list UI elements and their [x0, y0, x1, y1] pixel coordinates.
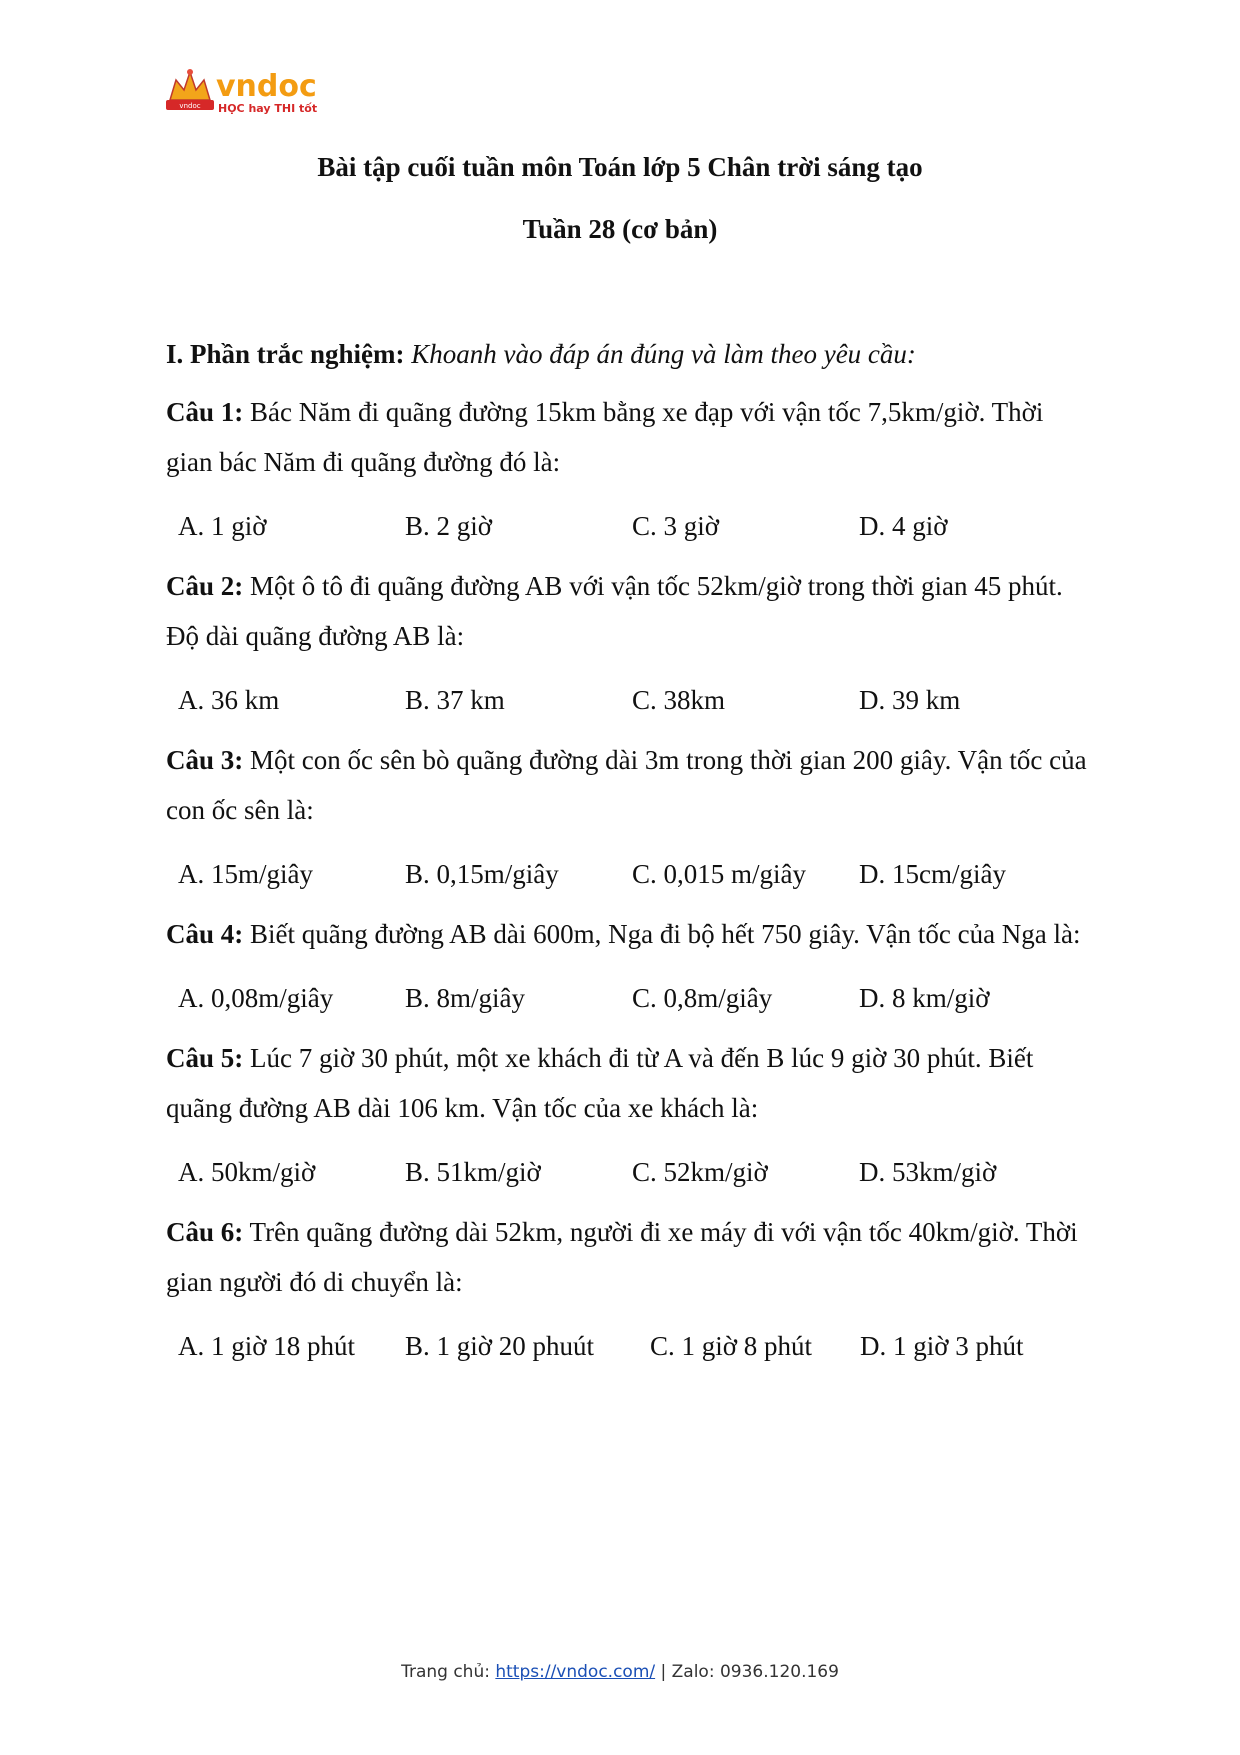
question-label: Câu 1: [166, 397, 244, 427]
option-b[interactable]: B. 1 giờ 20 phuút [405, 1331, 595, 1361]
option-a[interactable]: A. 36 km [178, 685, 280, 715]
section-instruction: Khoanh vào đáp án đúng và làm theo yêu cầu: [411, 339, 916, 369]
option-d[interactable]: D. 15cm/giây [859, 859, 1006, 889]
question-3 [166, 735, 1096, 891]
vndoc-logo-icon [164, 66, 324, 122]
option-d[interactable]: D. 53km/giờ [859, 1157, 997, 1187]
logo-tagline-text: HỌC hay THI tốt [218, 102, 318, 115]
question-label: Câu 2: [166, 571, 244, 601]
question-label: Câu 4: [166, 919, 244, 949]
question-1 [166, 387, 1096, 543]
logo-badge-text: vndoc [179, 102, 201, 110]
answer-options [166, 857, 1096, 891]
option-c[interactable]: C. 0,8m/giây [632, 983, 773, 1013]
question-text [166, 909, 1096, 959]
question-label: Câu 3: [166, 745, 244, 775]
option-c[interactable]: C. 52km/giờ [632, 1157, 768, 1187]
logo-brand-text: vndoc [216, 69, 317, 104]
answer-options [166, 981, 1096, 1015]
question-label: Câu 6: [166, 1217, 244, 1247]
question-2 [166, 561, 1096, 717]
page-subtitle: Tuần 28 (cơ bản) [522, 214, 718, 244]
question-text [166, 1033, 1096, 1133]
answer-options [166, 1155, 1096, 1189]
question-5 [166, 1033, 1096, 1189]
option-a[interactable]: A. 50km/giờ [178, 1157, 316, 1187]
option-b[interactable]: B. 51km/giờ [405, 1157, 541, 1187]
question-body: Biết quãng đường AB dài 600m, Nga đi bộ hết 750 giây. Vận tốc của Nga là: [250, 919, 1081, 949]
option-d[interactable]: D. 1 giờ 3 phút [860, 1331, 1024, 1361]
question-text [166, 387, 1096, 487]
homepage-link[interactable]: https://vndoc.com/ [495, 1662, 656, 1682]
page-title: Bài tập cuối tuần môn Toán lớp 5 Chân trời sáng tạo [317, 152, 923, 182]
option-b[interactable]: B. 37 km [405, 685, 505, 715]
option-b[interactable]: B. 0,15m/giây [405, 859, 559, 889]
option-a[interactable]: A. 15m/giây [178, 859, 313, 889]
answer-options [166, 509, 1096, 543]
question-text [166, 561, 1096, 661]
question-body: Bác Năm đi quãng đường 15km bằng xe đạp với vận tốc 7,5km/giờ. Thời gian bác Năm đi quãng đường đó là: [166, 397, 1044, 477]
question-body: Một ô tô đi quãng đường AB với vận tốc 52km/giờ trong thời gian 45 phút. Độ dài quãng đường AB là: [166, 571, 1063, 651]
option-b[interactable]: B. 8m/giây [405, 983, 525, 1013]
answer-options [166, 1329, 1096, 1363]
question-body: Trên quãng đường dài 52km, người đi xe máy đi với vận tốc 40km/giờ. Thời gian người đó di chuyển là: [166, 1217, 1078, 1297]
question-6 [166, 1207, 1096, 1363]
question-text [166, 735, 1096, 835]
footer-contact: | Zalo: 0936.120.169 [655, 1662, 839, 1682]
option-c[interactable]: C. 0,015 m/giây [632, 859, 806, 889]
footer-prefix: Trang chủ: [401, 1662, 496, 1682]
option-c[interactable]: C. 3 giờ [632, 511, 720, 541]
page-footer [0, 1662, 1240, 1682]
option-a[interactable]: A. 1 giờ 18 phút [178, 1331, 356, 1361]
section-heading [166, 337, 1096, 371]
option-c[interactable]: C. 1 giờ 8 phút [650, 1331, 813, 1361]
option-d[interactable]: D. 4 giờ [859, 511, 948, 541]
vndoc-logo [164, 66, 324, 122]
option-d[interactable]: D. 8 km/giờ [859, 983, 990, 1013]
section-lead: I. Phần trắc nghiệm: [166, 339, 405, 369]
question-4 [166, 909, 1096, 1015]
question-body: Lúc 7 giờ 30 phút, một xe khách đi từ A và đến B lúc 9 giờ 30 phút. Biết quãng đường AB dài 106 km. Vận tốc của xe khách là: [166, 1043, 1034, 1123]
question-text [166, 1207, 1096, 1307]
worksheet-body [166, 337, 1096, 1381]
question-label: Câu 5: [166, 1043, 244, 1073]
option-b[interactable]: B. 2 giờ [405, 511, 493, 541]
question-body: Một con ốc sên bò quãng đường dài 3m trong thời gian 200 giây. Vận tốc của con ốc sên là: [166, 745, 1087, 825]
option-c[interactable]: C. 38km [632, 685, 726, 715]
option-a[interactable]: A. 1 giờ [178, 511, 267, 541]
option-a[interactable]: A. 0,08m/giây [178, 983, 334, 1013]
answer-options [166, 683, 1096, 717]
option-d[interactable]: D. 39 km [859, 685, 961, 715]
